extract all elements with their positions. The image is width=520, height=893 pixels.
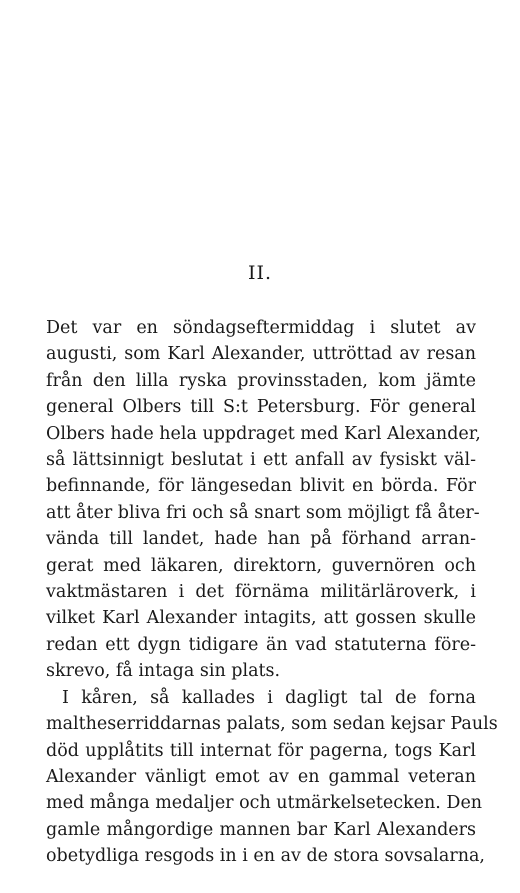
text-line: vända till landet, hade han på förhand arran- [46, 529, 476, 550]
text-line: Det var en söndagseftermiddag i slutet av [46, 318, 476, 338]
text-line: general Olbers till S:t Petersburg. För general [46, 397, 476, 418]
text-line: gerat med läkaren, direktorn, guvernören och [46, 555, 476, 576]
text-line: gamle mångordige mannen bar Karl Alexanders [46, 819, 476, 840]
text-line: så lättsinnigt beslutat i ett anfall av fysiskt väl- [46, 450, 476, 471]
body-text [46, 315, 498, 870]
text-line: från den lilla ryska provinsstaden, kom jämte [46, 370, 476, 391]
text-line: med många medaljer och utmärkelsetecken. Den [46, 793, 483, 814]
text-line: Olbers hade hela uppdraget med Karl Alexander, [46, 423, 481, 444]
text-line: redan ett dygn tidigare än vad statuterna före- [46, 634, 476, 655]
text-line: att åter bliva fri och så snart som möjligt få åter- [46, 502, 480, 523]
text-line: död upplåtits till internat för pagerna, togs Karl [46, 740, 476, 761]
text-line: augusti, som Karl Alexander, uttröttad av resan [46, 344, 476, 365]
text-line: skrevo, få intaga sin plats. [46, 661, 281, 682]
text-line: befinnande, för längesedan blivit en börda. För [46, 476, 476, 497]
text-line: I kåren, så kallades i dagligt tal de forna [62, 687, 476, 708]
text-line: maltheserriddarnas palats, som sedan kejsar Pauls [46, 714, 498, 735]
text-line: obetydliga resgods in i en av de stora sovsalarna, [46, 846, 485, 867]
chapter-heading: II. [247, 262, 273, 284]
text-line: vaktmästaren i det förnäma militärläroverk, i [46, 582, 476, 603]
text-line: Alexander vänligt emot av en gammal veteran [46, 766, 476, 787]
text-line: vilket Karl Alexander intagits, att gossen skulle [46, 608, 476, 629]
